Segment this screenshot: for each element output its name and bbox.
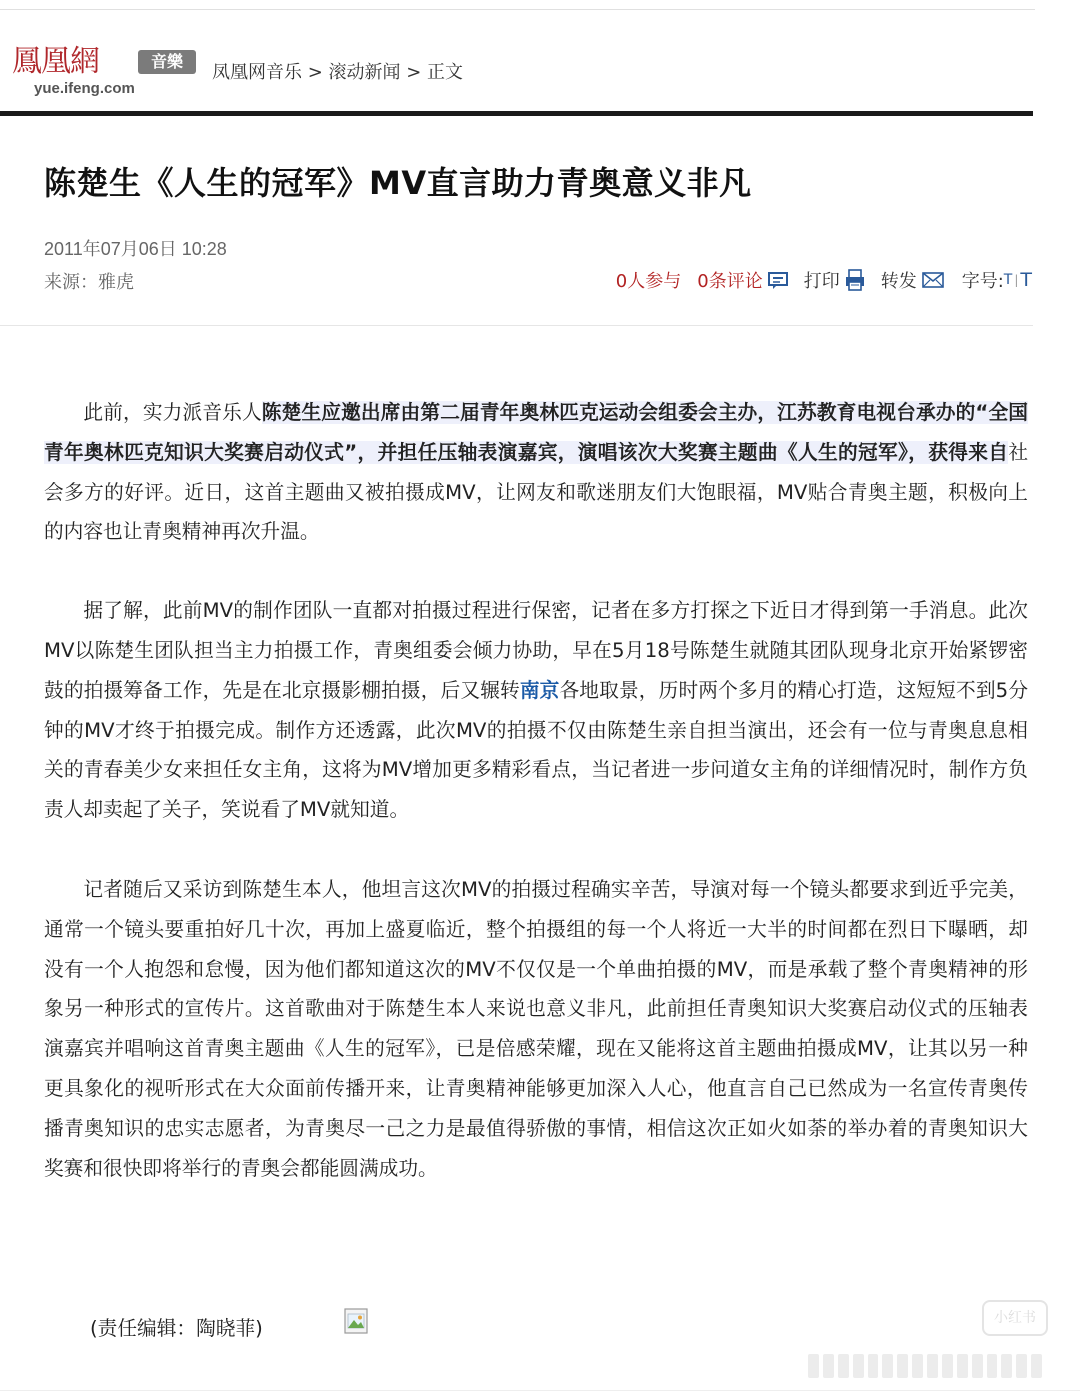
paragraph-3: 记者随后又采访到陈楚生本人，他坦言这次MV的拍摄过程确实辛苦，导演对每一个镜头都要求到近乎完美，通常一个镜头要重拍好几十次，再加上盛夏临近，整个拍摄组的每一个人将近一大半的时间都在烈日下曝晒，却没有一个人抱怨和怠慢，因为他们都知道这次的MV不仅仅是一个单曲拍摄的MV，而是承载了整个青奥精神的形象另一种形式的宣传片。这首歌曲对于陈楚生本人来说也意义非凡，此前担任青奥知识大奖赛启动仪式的压轴表演嘉宾并唱响这首青奥主题曲《人生的冠军》，已是倍感荣耀，现在又能将这首主题曲拍摄成MV，让其以另一种更具象化的视听形式在大众面前传播开来，让青奥精神能够更加深入人心，他直言自己已然成为一名宣传青奥传播青奥知识的忠实志愿者，为青奥尽一己之力是最值得骄傲的事情，相信这次正如火如荼的举办着的青奥知识大奖赛和很快即将举行的青奥会都能圆满成功。 — [44, 877, 1028, 1180]
font-size-label: 字号: — [961, 271, 1004, 292]
article-body — [44, 393, 1028, 1188]
responsible-editor: (责任编辑：陶晓菲) — [90, 1317, 263, 1340]
article-toolbar — [600, 267, 1032, 293]
font-size-large-button[interactable]: T — [1020, 269, 1032, 291]
mail-icon — [922, 272, 944, 288]
paragraph-1 — [44, 393, 1028, 552]
paragraph-2 — [44, 591, 1028, 830]
print-label: 打印 — [803, 271, 840, 292]
comments-label: 0条评论 — [697, 271, 763, 292]
breadcrumb[interactable]: 凤凰网音乐 > 滚动新闻 > 正文 — [212, 62, 464, 83]
font-size-small-button[interactable]: T — [1003, 272, 1013, 288]
article-title: 陈楚生《人生的冠军》MV直言助力青奥意义非凡 — [44, 164, 752, 202]
paragraph-2-lead: 据了解，此前MV的制作团队一直都对拍摄过程进行保密，记者在多方打探之下近日才得到第一手消息。此次MV以陈楚生团队担当主力拍摄工作，青奥组委会倾力协助，早在5月18号陈楚生就随其团队现身北京开始紧锣密鼓的拍摄筹备工作，先是在北京摄影棚拍摄，后又辗转 — [44, 599, 1028, 702]
paragraph-1-tail: 社会多方的好评。近日，这首主题曲又被拍摄成MV，让网友和歌迷朋友们大饱眼福，MV贴合青奥主题，积极向上的内容也让青奥精神再次升温。 — [44, 440, 1028, 544]
publish-date: 2011年07月06日 10:28 — [44, 239, 227, 259]
article-source: 来源：雅虎 — [44, 272, 134, 293]
paragraph-1-lead: 此前，实力派音乐人 — [83, 401, 262, 424]
top-divider — [0, 9, 1035, 10]
participants-link[interactable]: 0人参与 — [615, 271, 682, 292]
watermark-badge: 小红书 — [982, 1300, 1048, 1336]
bottom-divider — [0, 1390, 1080, 1391]
forward-label: 转发 — [880, 271, 917, 292]
header-rule — [0, 111, 1033, 116]
broken-image-icon — [344, 1308, 368, 1334]
site-logo[interactable] — [12, 44, 192, 100]
logo-url: yue.ifeng.com — [34, 80, 135, 97]
print-icon — [845, 269, 865, 291]
horizontal-scrollbar[interactable] — [808, 1354, 1046, 1378]
forward-button[interactable] — [881, 267, 944, 293]
logo-wordmark: 鳳凰網 — [12, 44, 99, 79]
font-size-separator: | — [1014, 273, 1019, 287]
paragraph-1-highlight: 陈楚生应邀出席由第二届青年奥林匹克运动会组委会主办，江苏教育电视台承办的“全国青年奥林匹克知识大奖赛启动仪式”，并担任压轴表演嘉宾，演唱该次大奖赛主题曲《人生的冠军》，获得来自 — [44, 401, 1028, 464]
meta-divider — [0, 325, 1033, 326]
logo-channel-badge: 音樂 — [138, 50, 196, 74]
print-button[interactable] — [804, 267, 865, 293]
font-size-control — [962, 267, 1032, 293]
comment-icon — [768, 271, 788, 289]
paragraph-2-tail: 各地取景，历时两个多月的精心打造，这短短不到5分钟的MV才终于拍摄完成。制作方还透露，此次MV的拍摄不仅由陈楚生亲自担当演出，还会有一位与青奥息息相关的青春美少女来担任女主角，这将为MV增加更多精彩看点，当记者进一步问道女主角的详细情况时，制作方负责人却卖起了关子，笑说看了MV就知道。 — [44, 678, 1029, 822]
nanjing-link[interactable]: 南京 — [519, 678, 560, 702]
comments-link[interactable] — [697, 267, 787, 293]
